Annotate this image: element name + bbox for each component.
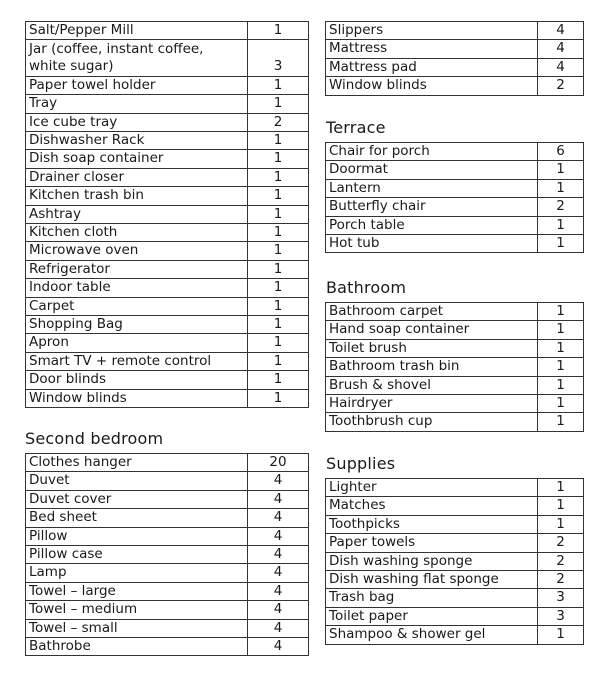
item-name: Toilet brush xyxy=(326,339,538,357)
item-quantity: 2 xyxy=(538,552,584,570)
item-quantity: 1 xyxy=(248,389,309,407)
item-name: Towel – medium xyxy=(26,601,248,619)
item-name: Window blinds xyxy=(326,77,538,95)
table-row xyxy=(26,150,309,168)
table-row xyxy=(26,582,309,600)
item-name: Hand soap container xyxy=(326,321,538,339)
kitchen-block xyxy=(25,21,309,408)
table-row xyxy=(26,564,309,582)
item-quantity: 1 xyxy=(248,242,309,260)
table-row xyxy=(326,40,584,58)
item-quantity: 4 xyxy=(248,601,309,619)
table-row xyxy=(326,77,584,95)
table-row xyxy=(326,534,584,552)
table-row xyxy=(326,515,584,533)
item-quantity: 20 xyxy=(248,454,309,472)
kitchen-table xyxy=(25,21,309,408)
item-quantity: 4 xyxy=(538,40,584,58)
item-quantity: 1 xyxy=(538,497,584,515)
item-name: Toothbrush cup xyxy=(326,413,538,431)
item-quantity: 1 xyxy=(248,132,309,150)
item-quantity: 1 xyxy=(248,352,309,370)
table-row xyxy=(26,601,309,619)
table-row xyxy=(326,552,584,570)
item-quantity: 1 xyxy=(538,339,584,357)
table-row xyxy=(326,198,584,216)
item-quantity: 1 xyxy=(248,316,309,334)
item-quantity: 1 xyxy=(538,321,584,339)
second-bedroom-block xyxy=(25,453,309,656)
item-name: Duvet cover xyxy=(26,490,248,508)
table-row xyxy=(326,179,584,197)
item-name: Carpet xyxy=(26,297,248,315)
item-name: Door blinds xyxy=(26,371,248,389)
table-row xyxy=(26,168,309,186)
table-row xyxy=(26,205,309,223)
supplies-block xyxy=(325,478,584,645)
table-row xyxy=(26,371,309,389)
second-bedroom-table xyxy=(25,453,309,656)
item-name: Salt/Pepper Mill xyxy=(26,22,248,40)
table-row xyxy=(26,638,309,656)
item-quantity: 4 xyxy=(248,638,309,656)
item-name: Clothes hanger xyxy=(26,454,248,472)
item-quantity: 1 xyxy=(248,205,309,223)
table-row xyxy=(26,95,309,113)
table-row xyxy=(26,279,309,297)
item-quantity: 4 xyxy=(248,527,309,545)
item-quantity: 2 xyxy=(538,77,584,95)
item-name: Apron xyxy=(26,334,248,352)
item-quantity: 4 xyxy=(538,58,584,76)
item-quantity: 3 xyxy=(538,589,584,607)
item-quantity: 1 xyxy=(248,150,309,168)
item-name: Ice cube tray xyxy=(26,113,248,131)
table-row xyxy=(26,260,309,278)
item-name: Pillow xyxy=(26,527,248,545)
item-quantity: 1 xyxy=(248,260,309,278)
item-quantity: 4 xyxy=(248,619,309,637)
table-row xyxy=(326,58,584,76)
item-quantity: 4 xyxy=(248,490,309,508)
item-quantity: 1 xyxy=(538,515,584,533)
table-row xyxy=(326,395,584,413)
item-quantity: 1 xyxy=(538,395,584,413)
terrace-heading: Terrace xyxy=(326,118,386,137)
item-name: Indoor table xyxy=(26,279,248,297)
item-name: Bed sheet xyxy=(26,509,248,527)
item-quantity: 1 xyxy=(538,161,584,179)
item-name: Shampoo & shower gel xyxy=(326,626,538,644)
table-row xyxy=(26,76,309,94)
table-row xyxy=(26,509,309,527)
item-name: Porch table xyxy=(326,216,538,234)
item-quantity: 1 xyxy=(248,76,309,94)
item-quantity: 4 xyxy=(248,509,309,527)
item-name: Window blinds xyxy=(26,389,248,407)
item-name: Lamp xyxy=(26,564,248,582)
item-quantity: 4 xyxy=(248,546,309,564)
item-quantity: 1 xyxy=(248,371,309,389)
item-name: Lantern xyxy=(326,179,538,197)
table-row xyxy=(326,626,584,644)
table-row xyxy=(326,607,584,625)
item-quantity: 1 xyxy=(538,479,584,497)
table-row xyxy=(326,303,584,321)
table-row xyxy=(26,472,309,490)
table-row xyxy=(26,389,309,407)
table-row xyxy=(26,187,309,205)
table-row xyxy=(26,132,309,150)
item-quantity: 6 xyxy=(538,143,584,161)
item-quantity: 1 xyxy=(538,413,584,431)
item-name: Toilet paper xyxy=(326,607,538,625)
item-quantity: 1 xyxy=(248,95,309,113)
item-name: Dish washing flat sponge xyxy=(326,571,538,589)
item-quantity: 1 xyxy=(248,187,309,205)
item-name: Hot tub xyxy=(326,235,538,253)
item-name: Towel – small xyxy=(26,619,248,637)
table-row xyxy=(26,527,309,545)
item-name: Dishwasher Rack xyxy=(26,132,248,150)
item-quantity: 1 xyxy=(248,334,309,352)
item-name: Toothpicks xyxy=(326,515,538,533)
bedroom-cont-table xyxy=(325,21,584,96)
item-name: Smart TV + remote control xyxy=(26,352,248,370)
item-name: Bathrobe xyxy=(26,638,248,656)
item-quantity: 2 xyxy=(538,198,584,216)
item-quantity: 1 xyxy=(248,168,309,186)
table-row xyxy=(326,216,584,234)
supplies-heading: Supplies xyxy=(326,454,396,473)
table-row xyxy=(26,546,309,564)
item-name: Brush & shovel xyxy=(326,376,538,394)
table-row xyxy=(26,224,309,242)
table-row xyxy=(326,358,584,376)
table-row xyxy=(26,619,309,637)
item-quantity: 1 xyxy=(248,22,309,40)
table-row xyxy=(26,490,309,508)
item-name: Shopping Bag xyxy=(26,316,248,334)
item-quantity: 2 xyxy=(538,534,584,552)
item-name: Kitchen cloth xyxy=(26,224,248,242)
terrace-table xyxy=(325,142,584,253)
item-name: Hairdryer xyxy=(326,395,538,413)
item-quantity: 1 xyxy=(538,358,584,376)
table-row xyxy=(326,376,584,394)
item-quantity: 1 xyxy=(248,297,309,315)
item-name: Lighter xyxy=(326,479,538,497)
item-name: Dish washing sponge xyxy=(326,552,538,570)
item-quantity: 4 xyxy=(538,22,584,40)
table-row xyxy=(326,571,584,589)
item-name: Chair for porch xyxy=(326,143,538,161)
item-name: Jar (coffee, instant coffee, white sugar) xyxy=(26,40,248,76)
item-quantity: 1 xyxy=(248,224,309,242)
item-name: Towel – large xyxy=(26,582,248,600)
item-quantity: 1 xyxy=(538,179,584,197)
bathroom-heading: Bathroom xyxy=(326,278,407,297)
item-name: Microwave oven xyxy=(26,242,248,260)
table-row xyxy=(26,40,309,76)
item-quantity: 3 xyxy=(538,607,584,625)
table-row xyxy=(26,454,309,472)
item-name: Mattress pad xyxy=(326,58,538,76)
second-bedroom-heading: Second bedroom xyxy=(25,429,164,448)
item-quantity: 1 xyxy=(538,303,584,321)
item-name: Paper towel holder xyxy=(26,76,248,94)
bathroom-table xyxy=(325,302,584,432)
table-row xyxy=(26,297,309,315)
item-quantity: 4 xyxy=(248,472,309,490)
item-quantity: 1 xyxy=(538,216,584,234)
bedroom-cont-block xyxy=(325,21,584,96)
item-name: Doormat xyxy=(326,161,538,179)
supplies-table xyxy=(325,478,584,645)
table-row xyxy=(26,242,309,260)
item-quantity: 2 xyxy=(248,113,309,131)
item-name: Pillow case xyxy=(26,546,248,564)
item-name: Bathroom carpet xyxy=(326,303,538,321)
item-quantity: 4 xyxy=(248,564,309,582)
item-name: Refrigerator xyxy=(26,260,248,278)
item-quantity: 1 xyxy=(538,626,584,644)
table-row xyxy=(326,413,584,431)
item-quantity: 1 xyxy=(538,376,584,394)
item-name: Bathroom trash bin xyxy=(326,358,538,376)
item-name: Matches xyxy=(326,497,538,515)
item-quantity: 3 xyxy=(248,40,309,76)
table-row xyxy=(326,22,584,40)
table-row xyxy=(326,589,584,607)
item-name: Butterfly chair xyxy=(326,198,538,216)
item-name: Kitchen trash bin xyxy=(26,187,248,205)
table-row xyxy=(326,339,584,357)
table-row xyxy=(326,161,584,179)
table-row xyxy=(26,316,309,334)
table-row xyxy=(26,22,309,40)
bathroom-block xyxy=(325,302,584,432)
table-row xyxy=(326,321,584,339)
item-name: Slippers xyxy=(326,22,538,40)
item-name: Ashtray xyxy=(26,205,248,223)
table-row xyxy=(26,113,309,131)
item-quantity: 2 xyxy=(538,571,584,589)
table-row xyxy=(326,497,584,515)
item-quantity: 1 xyxy=(538,235,584,253)
item-quantity: 1 xyxy=(248,279,309,297)
table-row xyxy=(26,352,309,370)
item-name: Dish soap container xyxy=(26,150,248,168)
item-name: Paper towels xyxy=(326,534,538,552)
item-quantity: 4 xyxy=(248,582,309,600)
table-row xyxy=(326,143,584,161)
item-name: Trash bag xyxy=(326,589,538,607)
table-row xyxy=(326,479,584,497)
item-name: Mattress xyxy=(326,40,538,58)
table-row xyxy=(326,235,584,253)
item-name: Duvet xyxy=(26,472,248,490)
item-name: Tray xyxy=(26,95,248,113)
item-name: Drainer closer xyxy=(26,168,248,186)
table-row xyxy=(26,334,309,352)
terrace-block xyxy=(325,142,584,253)
